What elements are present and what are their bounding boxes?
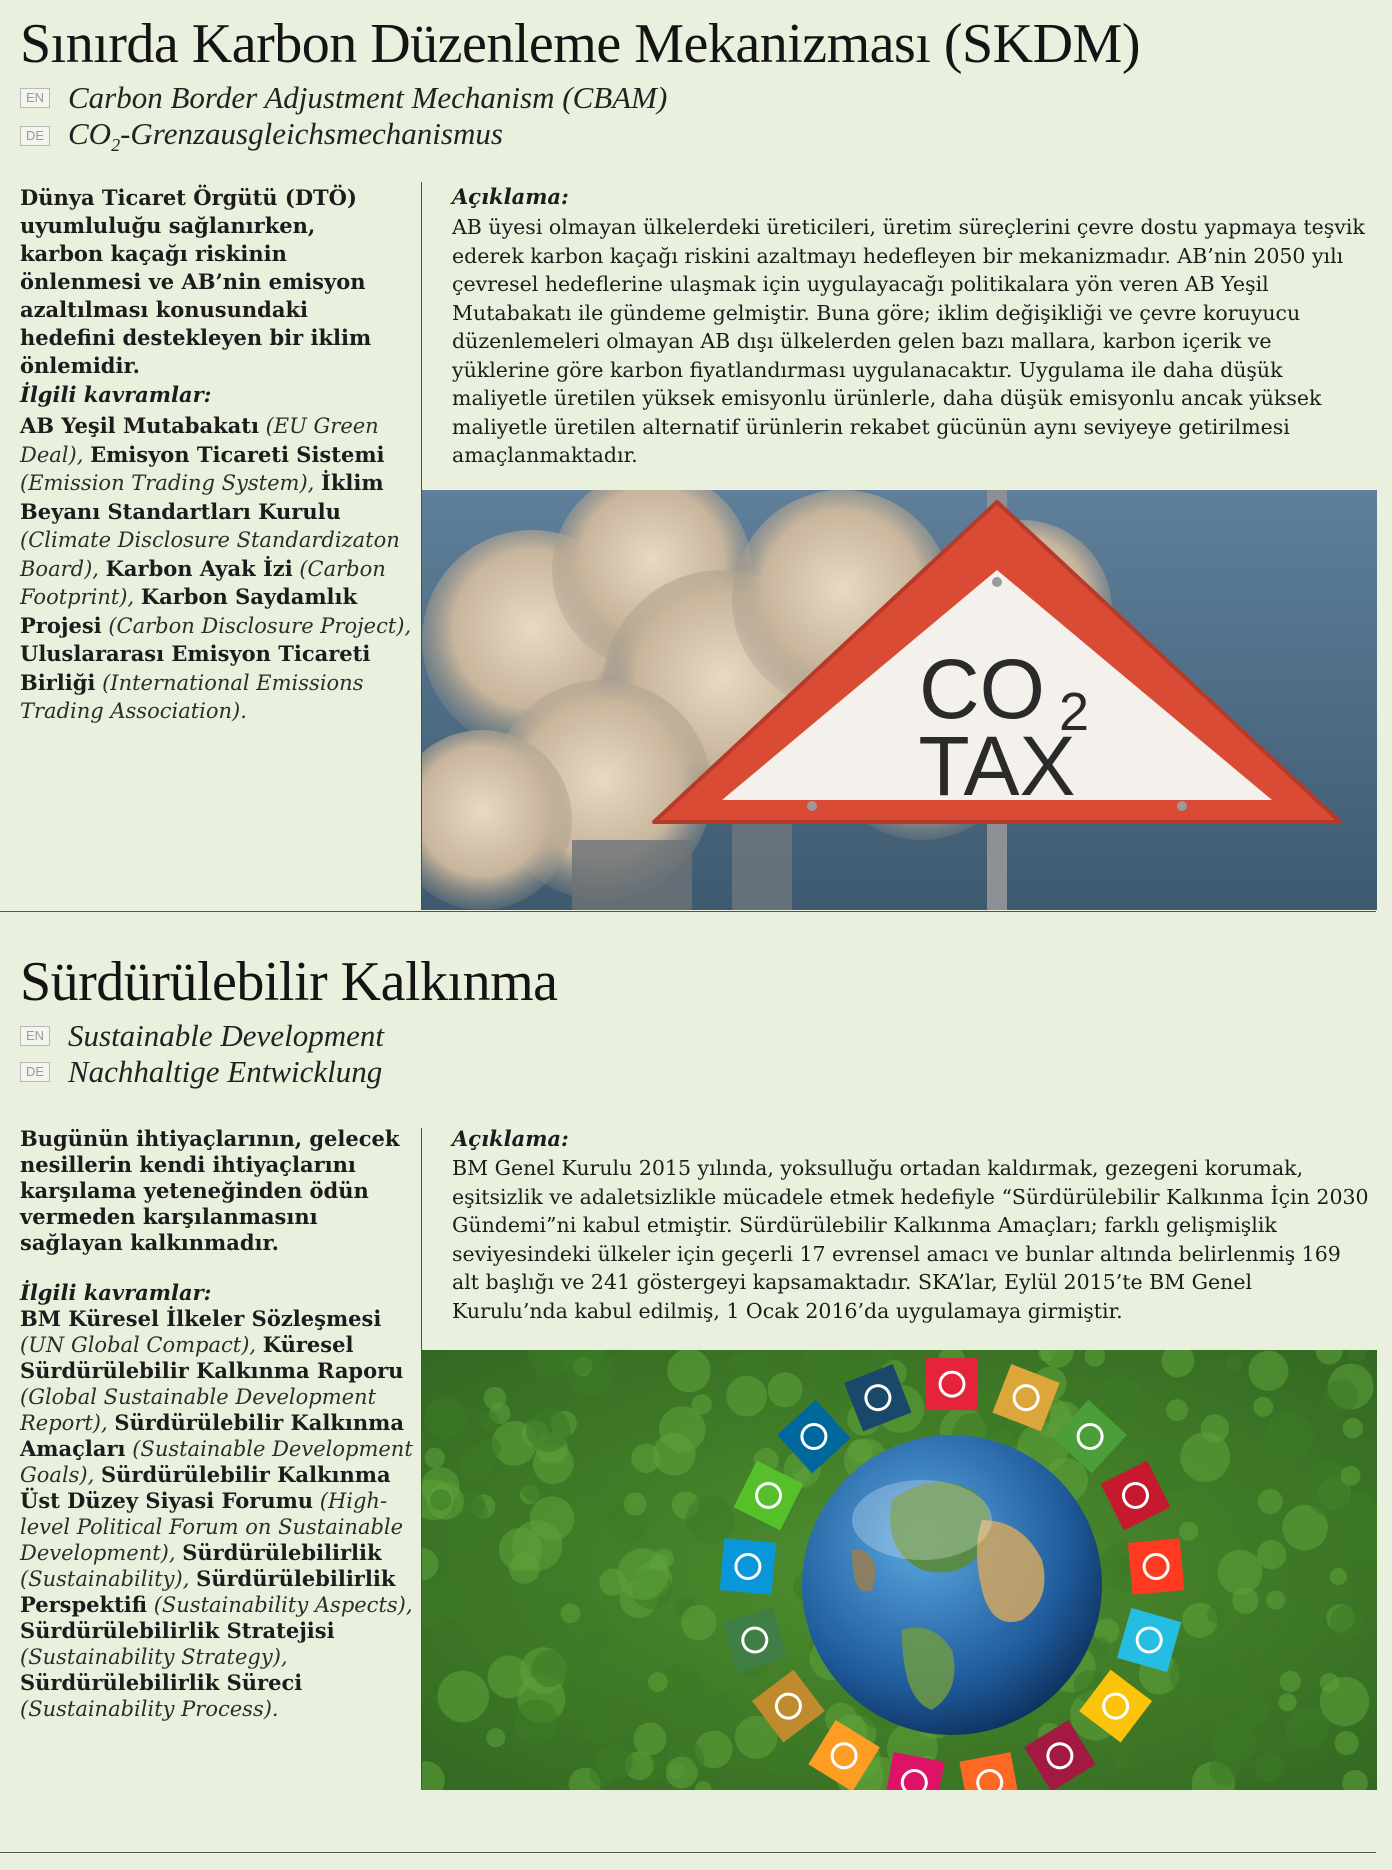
tree-crown bbox=[526, 1407, 570, 1451]
related-heading: İlgili kavramlar: bbox=[20, 1280, 212, 1305]
tree-crown bbox=[1236, 1517, 1266, 1547]
earth-globe bbox=[802, 1435, 1102, 1735]
related-term: Karbon Ayak İzi bbox=[105, 555, 293, 581]
sign-co-text: CO bbox=[919, 642, 1045, 736]
related-term: Uluslararası Emisyon Ticareti Birliği bbox=[20, 641, 371, 695]
tree-crown bbox=[1253, 1397, 1273, 1417]
tree-crown bbox=[726, 1376, 767, 1417]
tree-crown bbox=[1180, 1432, 1230, 1482]
tree-crown bbox=[1258, 1631, 1287, 1660]
related-heading: İlgili kavramlar: bbox=[20, 382, 212, 407]
sdg-illustration bbox=[422, 1350, 1377, 1790]
related-terms bbox=[20, 412, 420, 726]
tree-crown bbox=[514, 1699, 559, 1744]
tree-crown bbox=[530, 1496, 575, 1541]
tree-crown bbox=[1225, 1355, 1242, 1372]
sdg-goal-tile bbox=[720, 1538, 777, 1595]
page-bottom-line bbox=[0, 1852, 1376, 1853]
tree-crown bbox=[583, 1709, 618, 1744]
tree-crown bbox=[633, 1723, 666, 1756]
tree-crown bbox=[1170, 1651, 1219, 1700]
tree-crown bbox=[1286, 1707, 1329, 1750]
related-term-en: (Global Sustainable Development Report), bbox=[20, 1385, 377, 1435]
tree-crown bbox=[624, 1493, 647, 1516]
related-term-en: (International Emissions Trading Association). bbox=[20, 670, 364, 723]
tree-crown bbox=[667, 1350, 711, 1392]
tree-crown bbox=[1264, 1412, 1314, 1462]
sdg-tile-bg bbox=[720, 1538, 777, 1595]
tree-crown bbox=[1330, 1568, 1347, 1585]
related-term: Emisyon Ticareti Sistemi bbox=[90, 441, 385, 467]
related-terms bbox=[20, 1306, 420, 1722]
explanation-heading: Açıklama: bbox=[452, 1126, 569, 1151]
lang-tag-en: EN bbox=[20, 88, 50, 108]
translation-en bbox=[20, 1018, 384, 1054]
lang-tag-de: DE bbox=[20, 126, 50, 146]
related-term: AB Yeşil Mutabakatı bbox=[20, 413, 259, 438]
tree-crown bbox=[1254, 1752, 1284, 1782]
tree-crown bbox=[1114, 1751, 1131, 1768]
tree-crown bbox=[1212, 1719, 1257, 1764]
tree-crown bbox=[596, 1744, 633, 1781]
tree-crown bbox=[681, 1605, 717, 1641]
sdg-tile-bg bbox=[1128, 1538, 1185, 1595]
explanation-heading: Açıklama: bbox=[452, 184, 569, 209]
tree-crown bbox=[479, 1437, 501, 1459]
related-term: Küresel Sürdürülebilir Kalkınma Raporu bbox=[20, 1332, 404, 1383]
factory-silhouette bbox=[572, 840, 692, 910]
sdg-tile-bg bbox=[926, 1358, 978, 1410]
section-divider bbox=[0, 911, 1376, 912]
sign-sub-text: 2 bbox=[1058, 682, 1090, 742]
related-term-en: (UN Global Compact), bbox=[20, 1333, 257, 1357]
tree-crown bbox=[1278, 1693, 1296, 1711]
tree-crown bbox=[591, 1475, 608, 1492]
tree-crown bbox=[768, 1372, 803, 1407]
sdg-goal-tile bbox=[1128, 1538, 1185, 1595]
tree-crown bbox=[564, 1667, 607, 1710]
de-co: CO bbox=[68, 116, 112, 151]
tree-crown bbox=[1166, 1399, 1188, 1421]
related-term-en: (Sustainability), bbox=[20, 1567, 190, 1591]
tree-crown bbox=[486, 1728, 505, 1747]
related-term: BM Küresel İlkeler Sözleşmesi bbox=[20, 1306, 382, 1331]
explanation-text: BM Genel Kurulu 2015 yılında, yoksulluğu ortadan kaldırmak, gezegeni korumak, eşitsizlik ve adaletsizlikle mücadele etmek hedefiyle “Sürdürülebilir Kalkınma İçin 2030 Gündemi”ni kabul etmiştir. Sürdürülebilir Kalkınma Amaçları; farklı gelişmişlik seviyesindeki ülkeler için geçerli 17 evrensel amacı ve bunlar altında belirlenmiş 169 alt başlığı ve 241 göstergeyi kapsamaktadır. SKA’lar, Eylül 2015’te BM Genel Kurulu’nda kabul edilmiş, 1 Ocak 2016’da uygulamaya girmiştir. bbox=[452, 1156, 1369, 1323]
tree-crown bbox=[631, 1444, 660, 1473]
translation-de bbox=[20, 1054, 382, 1090]
co2-tax-illustration bbox=[422, 490, 1377, 910]
related-term: Sürdürülebilir Kalkınma Üst Düzey Siyasi Forumu bbox=[20, 1462, 391, 1513]
related-term: Sürdürülebilirlik Süreci bbox=[20, 1670, 303, 1695]
tree-crown bbox=[1330, 1605, 1363, 1638]
translation-en bbox=[20, 80, 667, 116]
tree-crown bbox=[1325, 1379, 1358, 1412]
related-term-en: (Sustainability Process). bbox=[20, 1697, 279, 1721]
translation-en-text: Carbon Border Adjustment Mechanism (CBAM) bbox=[68, 80, 668, 115]
tree-crown bbox=[1253, 1607, 1274, 1628]
co2-tax-photo bbox=[422, 490, 1377, 910]
tree-crown bbox=[1207, 1606, 1224, 1623]
related-term-en: (Emission Trading System), bbox=[20, 471, 315, 495]
tree-crown bbox=[686, 1496, 735, 1545]
definition: Dünya Ticaret Örgütü (DTÖ) uyumluluğu sağlanırken, karbon kaçağı riskinin önlenmesi ve AB’nin emisyon azaltılması konusundaki hedefini destekleyen bir iklim önlemidir. bbox=[20, 185, 372, 378]
tree-crown bbox=[1098, 1376, 1142, 1420]
de-subscript: 2 bbox=[111, 135, 121, 156]
tree-crown bbox=[704, 1693, 737, 1726]
sign-tax-text: TAX bbox=[918, 719, 1076, 813]
tree-crown bbox=[648, 1672, 668, 1692]
tree-crown bbox=[1320, 1673, 1339, 1692]
related-term-en: (Sustainability Strategy), bbox=[20, 1645, 288, 1669]
tree-crown bbox=[1091, 1637, 1109, 1655]
related-term: Karbon Saydamlık Projesi bbox=[20, 584, 358, 638]
tree-crown bbox=[1343, 1418, 1363, 1438]
tree-crown bbox=[480, 1411, 499, 1430]
tree-crown bbox=[425, 1397, 466, 1438]
tree-crown bbox=[848, 1439, 872, 1463]
tree-crown bbox=[666, 1757, 698, 1789]
related-term-en: (Sustainable Development Goals), bbox=[20, 1437, 413, 1487]
tree-crown bbox=[1258, 1489, 1283, 1514]
tree-crown bbox=[1266, 1591, 1285, 1610]
sdg-goal-tile bbox=[926, 1358, 978, 1410]
tree-crown bbox=[1351, 1545, 1368, 1562]
translation-de-text: Nachhaltige Entwicklung bbox=[68, 1054, 383, 1089]
tree-crown bbox=[430, 1489, 451, 1510]
translation-de-text bbox=[68, 116, 503, 156]
tree-crown bbox=[585, 1627, 609, 1651]
entry-sustainable-development bbox=[0, 940, 1392, 1870]
related-term-en: (Climate Disclosure Standardizaton Board), bbox=[20, 528, 400, 581]
sdg-earth-photo bbox=[422, 1350, 1377, 1790]
related-term: Sürdürülebilirlik bbox=[182, 1540, 382, 1565]
tree-crown bbox=[1279, 1600, 1323, 1644]
translation-en-text: Sustainable Development bbox=[68, 1018, 384, 1053]
tree-crown bbox=[437, 1671, 489, 1723]
related-term: İklim Beyanı Standartları Kurulu bbox=[20, 470, 384, 524]
chimney bbox=[732, 820, 792, 910]
entry-cbam bbox=[0, 0, 1392, 912]
lang-tag-de: DE bbox=[20, 1062, 50, 1082]
related-term-en: (Sustainability Aspects), bbox=[153, 1593, 413, 1617]
lang-tag-en: EN bbox=[20, 1026, 50, 1046]
tree-crown bbox=[617, 1548, 669, 1600]
related-term-en: (Carbon Disclosure Project), bbox=[108, 613, 412, 638]
tree-crown bbox=[660, 1682, 705, 1727]
explanation-text: AB üyesi olmayan ülkelerdeki üreticileri, üretim süreçlerini çevre dostu yapmaya teşvik ederek karbon kaçağı riskini azaltmayı hedefleyen bir mekanizmadır. AB’nin 2050 yılı çevresel hedeflerine ulaşmak için uygulayacağı politikalara yön veren AB Yeşil Mutabakatı ile gündeme gelmiştir. Buna göre; iklim değişikliği ve çevre koruyucu düzenlemeleri olmayan AB dışı ülkelerden gelen bazı mallara, karbon içerik ve yüklerine göre karbon fiyatlandırması uygulanacaktır. Uygulama ile daha düşük maliyetle üretilen yüksek emisyonlu ürünlerle, daha düşük emisyonlu ancak yüksek maliyetle üretilen alternatif ürünlerin rekabet gücünün aynı seviyeye getirilmesi amaçlanmaktadır. bbox=[452, 215, 1365, 467]
definition: Bugünün ihtiyaçlarının, gelecek nesillerin kendi ihtiyaçlarını karşılama yeteneğinden ödün vermeden karşılanmasını sağlayan kalkınmadır. bbox=[20, 1126, 400, 1255]
tree-crown bbox=[659, 1406, 705, 1452]
tree-crown bbox=[1179, 1522, 1198, 1541]
tree-crown bbox=[425, 1448, 445, 1468]
tree-crown bbox=[1248, 1351, 1288, 1391]
related-term: Sürdürülebilir Kalkınma Amaçları bbox=[20, 1410, 404, 1461]
tree-crown bbox=[484, 1387, 507, 1410]
tree-crown bbox=[1335, 1731, 1359, 1755]
related-term: Sürdürülebilirlik Perspektifi bbox=[20, 1566, 396, 1617]
related-term-en: (High-level Political Forum on Sustainable Development), bbox=[20, 1489, 404, 1565]
tree-crown bbox=[1218, 1550, 1263, 1595]
translation-de bbox=[20, 116, 503, 156]
related-term-en: (EU Green Deal), bbox=[20, 414, 379, 467]
entry-title: Sınırda Karbon Düzenleme Mekanizması (SKDM) bbox=[20, 13, 1140, 75]
related-term-en: (Carbon Footprint), bbox=[20, 556, 386, 609]
tree-crown bbox=[499, 1528, 542, 1571]
tree-crown bbox=[1307, 1474, 1348, 1515]
tree-crown bbox=[1280, 1671, 1301, 1692]
tree-crown bbox=[561, 1603, 581, 1623]
entry-title: Sürdürülebilir Kalkınma bbox=[20, 951, 558, 1013]
tree-crown bbox=[531, 1650, 568, 1687]
related-term: Sürdürülebilirlik Stratejisi bbox=[20, 1618, 335, 1643]
tree-crown bbox=[1257, 1540, 1286, 1569]
tree-crown bbox=[488, 1655, 531, 1698]
de-rest: -Grenzausgleichsmechanismus bbox=[120, 116, 503, 151]
